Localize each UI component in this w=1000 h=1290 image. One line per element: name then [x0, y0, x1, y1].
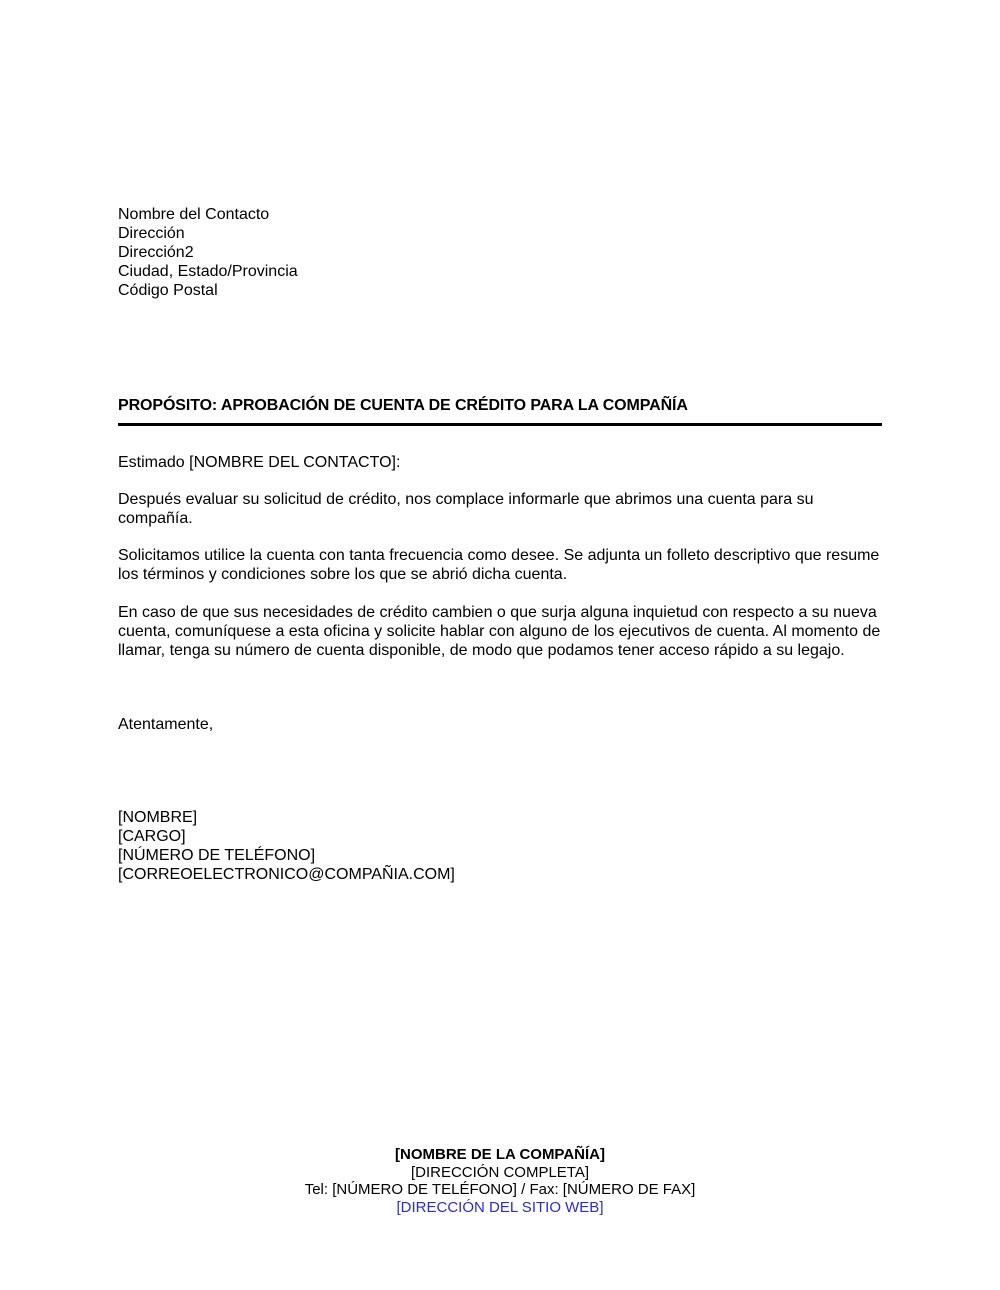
body-paragraph-2: Solicitamos utilice la cuenta con tanta frecuencia como desee. Se adjunta un folleto descriptivo que resume los términos y condiciones sobre los que se abrió dicha cuenta.	[118, 547, 880, 583]
footer-company-name: [NOMBRE DE LA COMPAÑÍA]	[395, 1146, 605, 1163]
signer-title: [CARGO]	[118, 828, 186, 845]
signer-phone: [NÚMERO DE TELÉFONO]	[118, 847, 316, 864]
body-paragraph-1: Después evaluar su solicitud de crédito, nos complace informarle que abrimos una cuenta para su compañía.	[118, 491, 814, 527]
signer-name: [NOMBRE]	[118, 809, 198, 826]
subject-heading: PROPÓSITO: APROBACIÓN DE CUENTA DE CRÉDITO PARA LA COMPAÑÍA	[118, 397, 688, 414]
signature-block	[118, 808, 455, 884]
recipient-address-line-1: Dirección	[118, 225, 185, 242]
signer-email: [CORREOELECTRONICO@COMPAÑIA.COM]	[118, 866, 455, 883]
body-paragraph-3: En caso de que sus necesidades de crédito cambien o que surja alguna inquietud con respecto a su nueva cuenta, comuníquese a esta oficina y solicite hablar con alguno de los ejecutivos de cuenta. Al momento de llamar, tenga su número de cuenta disponible, de modo que podamos tener acceso rápido a su legajo.	[118, 604, 881, 659]
recipient-name: Nombre del Contacto	[118, 206, 270, 223]
subject-divider	[118, 423, 882, 426]
closing: Atentamente,	[118, 716, 214, 733]
recipient-address-line-2: Dirección2	[118, 244, 194, 261]
footer-contact: Tel: [NÚMERO DE TELÉFONO] / Fax: [NÚMERO DE FAX]	[304, 1181, 696, 1198]
salutation: Estimado [NOMBRE DEL CONTACTO]:	[118, 454, 401, 471]
company-footer	[0, 1146, 1000, 1216]
recipient-city-state: Ciudad, Estado/Provincia	[118, 263, 298, 280]
footer-website-link[interactable]: [DIRECCIÓN DEL SITIO WEB]	[396, 1198, 604, 1216]
footer-address: [DIRECCIÓN COMPLETA]	[410, 1163, 590, 1181]
recipient-postal-code: Código Postal	[118, 282, 218, 299]
recipient-address-block	[118, 205, 298, 300]
